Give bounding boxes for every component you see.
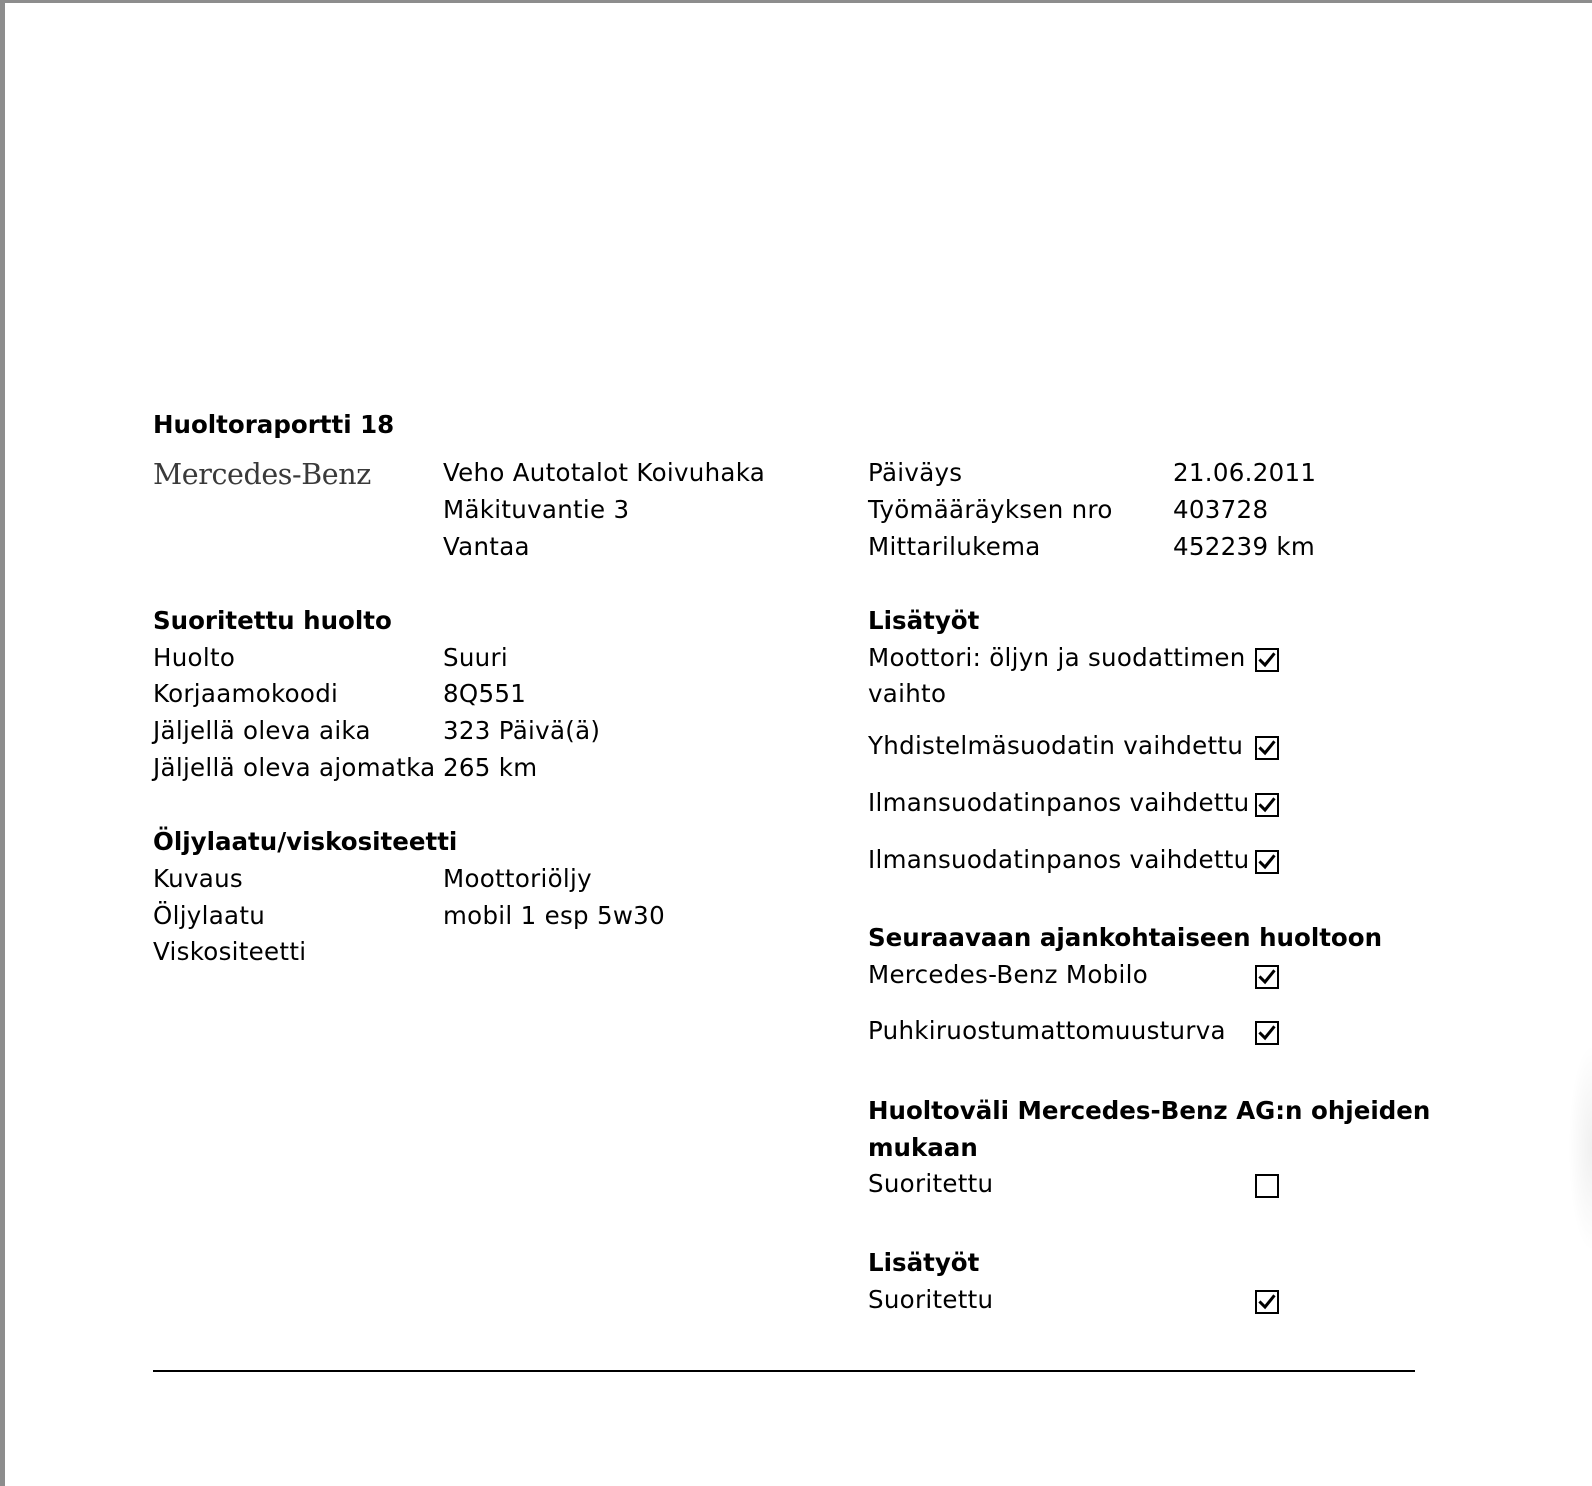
checkmark-icon	[1258, 651, 1276, 669]
date-value: 21.06.2011	[1173, 458, 1317, 487]
service-type-label: Huolto	[153, 643, 236, 672]
checkmark-icon	[1258, 796, 1276, 814]
extra-work-heading: Lisätyöt	[868, 606, 980, 635]
extra-work-item-label: Yhdistelmäsuodatin vaihdettu	[868, 731, 1244, 760]
next-service-heading: Seuraavaan ajankohtaiseen huoltoon	[868, 923, 1383, 952]
remaining-time-label: Jäljellä oleva aika	[153, 716, 371, 745]
checkmark-icon	[1258, 739, 1276, 757]
interval-heading: Huoltoväli Mercedes-Benz AG:n ohjeiden	[868, 1096, 1431, 1125]
date-label: Päiväys	[868, 458, 963, 487]
checkmark-icon	[1258, 853, 1276, 871]
report-title: Huoltoraportti 18	[153, 410, 395, 439]
oil-description-label: Kuvaus	[153, 864, 243, 893]
bottom-divider	[153, 1370, 1415, 1372]
odometer-label: Mittarilukema	[868, 532, 1041, 561]
oil-description-value: Moottoriöljy	[443, 864, 592, 893]
oil-heading: Öljylaatu/viskositeetti	[153, 827, 458, 856]
work-order-label: Työmääräyksen nro	[868, 495, 1113, 524]
extra-work-2-heading: Lisätyöt	[868, 1248, 980, 1277]
oil-quality-value: mobil 1 esp 5w30	[443, 901, 665, 930]
extra-work-item-label: Ilmansuodatinpanos vaihdettu	[868, 788, 1250, 817]
extra-work-item-label: Moottori: öljyn ja suodattimen	[868, 643, 1246, 672]
next-service-checkbox[interactable]	[1255, 965, 1279, 989]
oil-quality-label: Öljylaatu	[153, 901, 266, 930]
extra-work-checkbox[interactable]	[1255, 793, 1279, 817]
remaining-time-value: 323 Päivä(ä)	[443, 716, 601, 745]
extra-work-item-label: Ilmansuodatinpanos vaihdettu	[868, 845, 1250, 874]
service-heading: Suoritettu huolto	[153, 606, 392, 635]
checkmark-icon	[1258, 1024, 1276, 1042]
interval-item-label: Suoritettu	[868, 1169, 994, 1198]
remaining-distance-label: Jäljellä oleva ajomatka	[153, 753, 436, 782]
viscosity-label: Viskositeetti	[153, 937, 307, 966]
odometer-value: 452239 km	[1173, 532, 1316, 561]
mercedes-benz-logo: Mercedes-Benz	[153, 458, 371, 491]
extra-work-checkbox[interactable]	[1255, 648, 1279, 672]
dealer-street: Mäkituvantie 3	[443, 495, 630, 524]
service-type-value: Suuri	[443, 643, 508, 672]
work-order-value: 403728	[1173, 495, 1269, 524]
dealer-city: Vantaa	[443, 532, 530, 561]
workshop-code-value: 8Q551	[443, 679, 527, 708]
dealer-name: Veho Autotalot Koivuhaka	[443, 458, 766, 487]
extra-work-2-item-label: Suoritettu	[868, 1285, 994, 1314]
extra-work-checkbox[interactable]	[1255, 850, 1279, 874]
next-service-checkbox[interactable]	[1255, 1021, 1279, 1045]
service-report-page	[5, 3, 1592, 1486]
interval-heading-cont: mukaan	[868, 1133, 978, 1162]
interval-checkbox[interactable]	[1255, 1174, 1279, 1198]
remaining-distance-value: 265 km	[443, 753, 538, 782]
next-service-item-label: Mercedes-Benz Mobilo	[868, 960, 1148, 989]
extra-work-2-checkbox[interactable]	[1255, 1290, 1279, 1314]
workshop-code-label: Korjaamokoodi	[153, 679, 339, 708]
page-edge-shadow	[1568, 1043, 1592, 1253]
checkmark-icon	[1258, 1293, 1276, 1311]
extra-work-checkbox[interactable]	[1255, 736, 1279, 760]
checkmark-icon	[1258, 968, 1276, 986]
next-service-item-label: Puhkiruostumattomuusturva	[868, 1016, 1226, 1045]
extra-work-item-label-cont: vaihto	[868, 679, 947, 708]
